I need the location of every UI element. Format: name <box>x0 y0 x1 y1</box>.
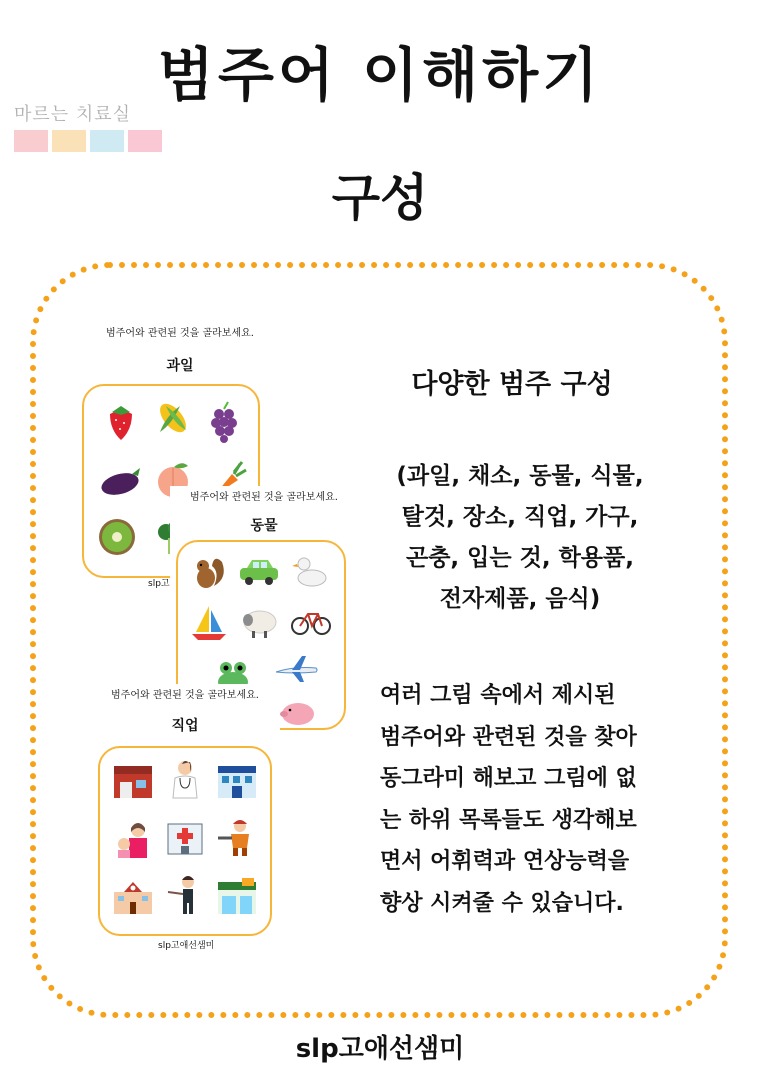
police-station-icon <box>214 758 260 804</box>
car-icon <box>236 548 282 594</box>
page-title: 범주어 이해하기 <box>157 41 603 109</box>
description-line: 면서 어휘력과 연상능력을 <box>380 849 630 874</box>
categories-line: (과일, 채소, 동물, 식물, <box>396 463 644 489</box>
airplane-icon <box>274 646 320 692</box>
eggplant-icon <box>98 456 144 502</box>
watermark-block <box>14 130 48 152</box>
worksheet-category: 과일 <box>166 358 194 374</box>
description <box>380 675 700 924</box>
hairdresser-icon <box>110 816 156 862</box>
description-line: 는 하위 목록들도 생각해보 <box>380 807 637 833</box>
worksheet-instruction: 범주어와 관련된 것을 골라보세요. <box>190 492 338 503</box>
corn-icon <box>150 396 196 442</box>
page-footer: slp고애선샘미 <box>295 1034 465 1064</box>
sheep-icon <box>236 598 282 644</box>
teacher-icon <box>162 872 208 918</box>
worksheet-footer: slp고애선샘미 <box>158 941 215 951</box>
duck-icon <box>288 548 334 594</box>
categories-line: 탈것, 장소, 직업, 가구, <box>401 504 639 530</box>
categories-line: 전자제품, 음식) <box>439 586 601 612</box>
strawberry-icon <box>98 398 144 444</box>
school-icon <box>110 874 156 920</box>
squirrel-icon <box>186 548 232 594</box>
worksheet-panel <box>98 746 272 936</box>
worksheet-category: 동물 <box>250 518 278 534</box>
description-line: 범주어와 관련된 것을 찾아 <box>380 724 637 750</box>
bicycle-icon <box>288 598 334 644</box>
watermark-block <box>52 130 86 152</box>
watermark-block <box>90 130 124 152</box>
convenience-store-icon <box>214 874 260 920</box>
grapes-icon <box>202 398 248 444</box>
worksheet-instruction: 범주어와 관련된 것을 골라보세요. <box>106 328 254 339</box>
description-line: 여러 그림 속에서 제시된 <box>380 683 616 708</box>
fire-station-icon <box>110 758 156 804</box>
section-heading: 다양한 범주 구성 <box>411 369 613 400</box>
kiwi-icon <box>94 514 140 560</box>
watermark-block <box>128 130 162 152</box>
pig-icon <box>274 688 320 734</box>
worksheet-footer: slp고 <box>148 579 170 589</box>
firefighter-icon <box>214 814 260 860</box>
page-subtitle: 구성 <box>331 169 429 227</box>
description-line: 향상 시켜줄 수 있습니다. <box>380 890 624 916</box>
watermark-logo <box>14 100 174 160</box>
categories-list <box>370 456 670 620</box>
sailboat-icon <box>186 600 232 646</box>
description-line: 동그라미 해보고 그림에 없 <box>380 766 637 791</box>
worksheet-jobs <box>90 684 280 956</box>
watermark-text: 마르는 치료실 <box>14 104 132 125</box>
worksheet-instruction: 범주어와 관련된 것을 골라보세요. <box>111 690 259 701</box>
categories-line: 곤충, 입는 것, 학용품, <box>406 545 634 571</box>
doctor-icon <box>162 756 208 802</box>
worksheet-category: 직업 <box>171 718 199 734</box>
hospital-icon <box>162 814 208 860</box>
